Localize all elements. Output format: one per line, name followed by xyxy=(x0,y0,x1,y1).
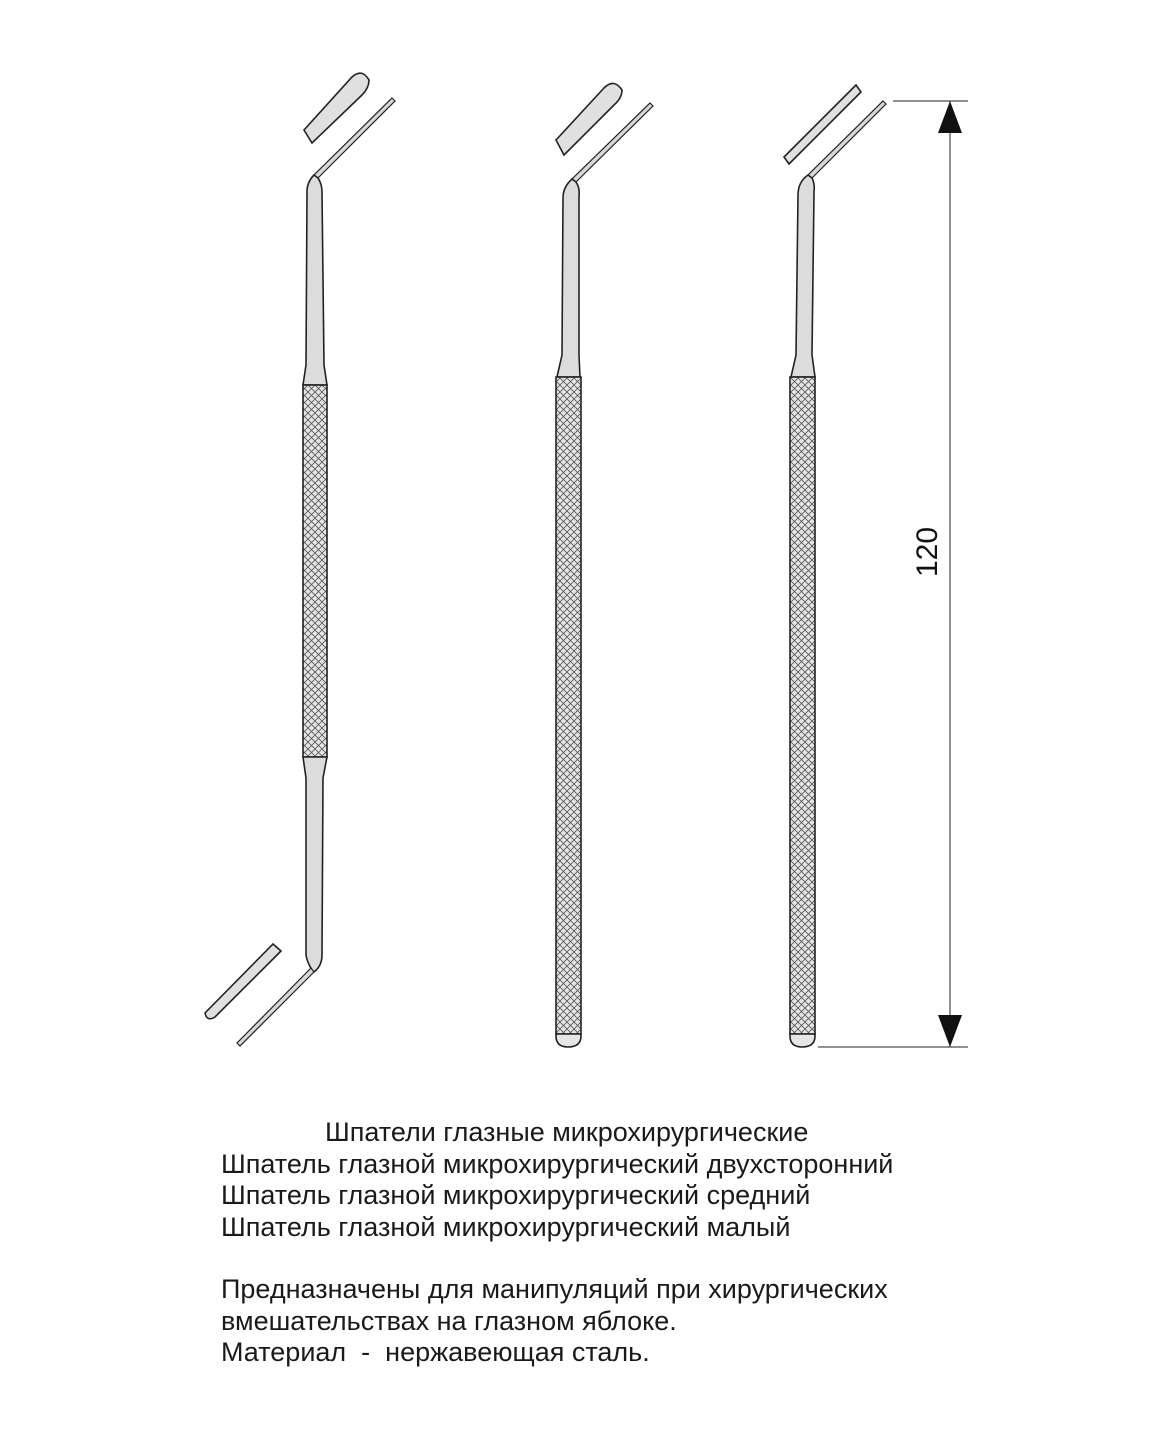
bottom-shaft xyxy=(303,757,327,972)
spatula-medium xyxy=(556,83,653,1047)
handle-knurled xyxy=(790,377,815,1034)
shaft xyxy=(791,175,815,377)
handle-cap xyxy=(556,1034,581,1047)
dimension-indicator xyxy=(818,101,968,1047)
blade-edge xyxy=(808,101,886,178)
caption-item-double: Шпатель глазной микрохирургический двухсторонний xyxy=(221,1148,894,1179)
material-line: Материал - нержавеющая сталь. xyxy=(221,1337,650,1367)
spatula-double-sided xyxy=(205,73,395,1046)
caption-spacer xyxy=(221,1243,981,1274)
spatula-small xyxy=(784,85,886,1047)
description-line-2: вмешательствах на глазном яблоке. xyxy=(221,1305,677,1336)
handle-knurled xyxy=(556,377,581,1034)
bottom-blade-plate xyxy=(205,944,281,1019)
handle-knurled xyxy=(303,385,327,757)
caption-block xyxy=(221,1117,981,1369)
shaft xyxy=(557,179,580,377)
arrow-down-icon xyxy=(938,1015,962,1047)
caption-item-small: Шпатель глазной микрохирургический малый xyxy=(221,1211,791,1242)
top-shaft xyxy=(303,175,327,385)
dimension-label: 120 xyxy=(911,526,944,578)
caption-title: Шпатели глазные микрохирургические xyxy=(325,1117,809,1147)
handle-cap xyxy=(790,1034,815,1047)
caption-item-medium: Шпатель глазной микрохирургический средний xyxy=(221,1180,811,1210)
arrow-up-icon xyxy=(938,101,962,133)
description-line-1: Предназначены для манипуляций при хирургических xyxy=(221,1274,888,1304)
blade-plate xyxy=(784,85,861,164)
